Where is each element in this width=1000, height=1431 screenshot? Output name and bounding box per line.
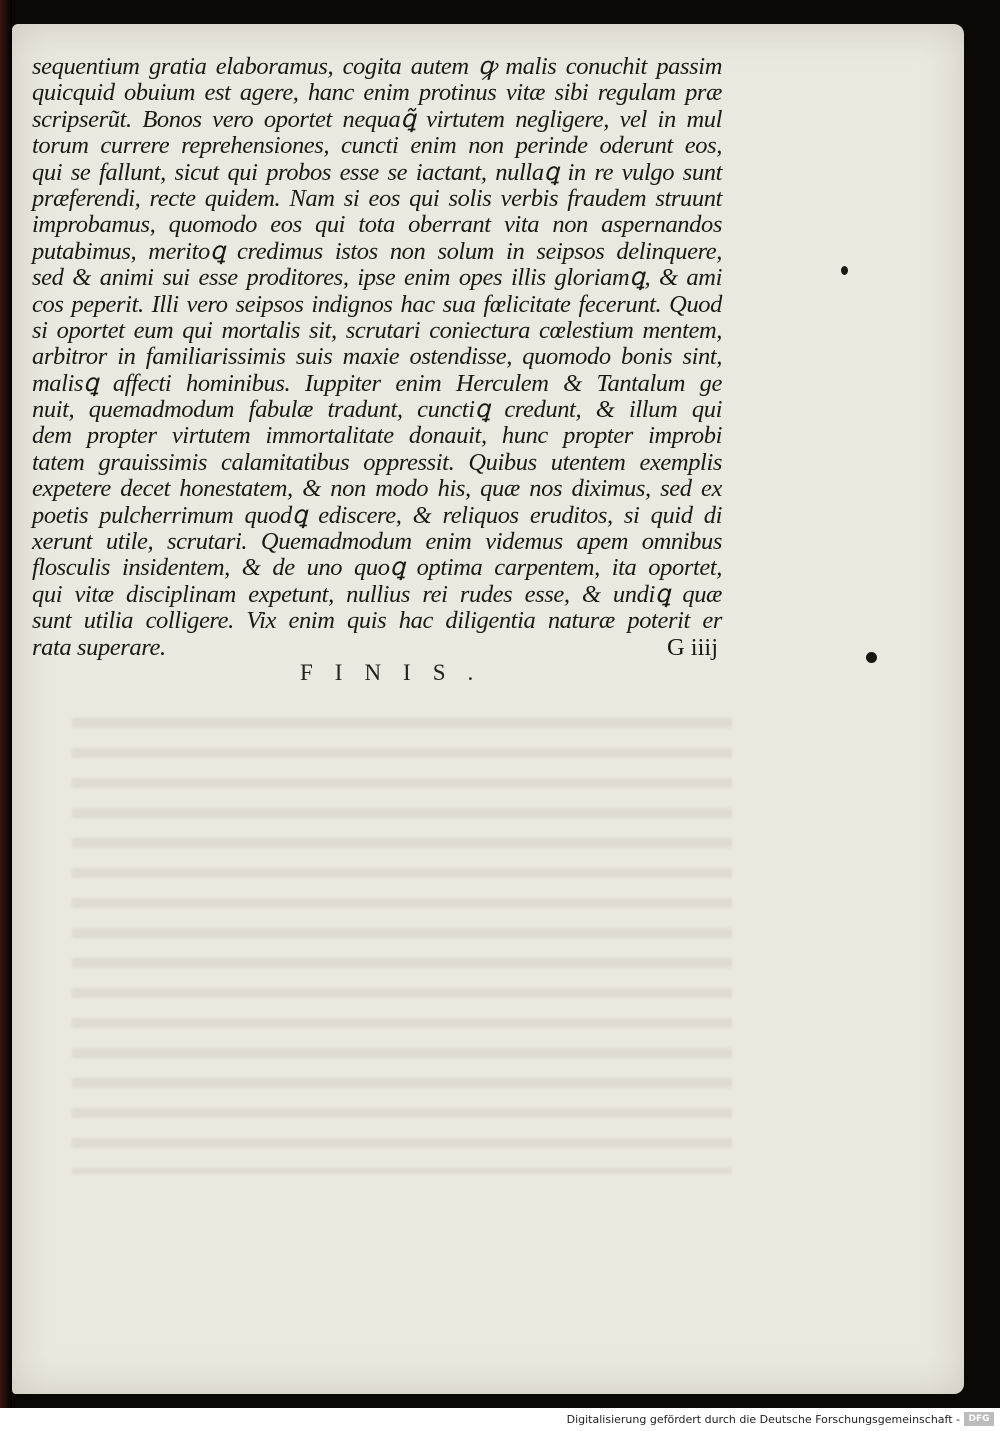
text-line: nuit, quemadmodum fabulæ tradunt, cunctiꝗ credunt, & illum qui [32,396,722,424]
text-line: putabimus, meritoꝗ credimus istos non solum in seipsos delinquere, [32,237,722,265]
text-line: dem propter virtutem immortalitate donauit, hunc propter improbi [32,422,722,450]
footer-strip [0,1408,1000,1431]
text-line: torum currere reprehensiones, cuncti enim non perinde oderunt eos, [32,132,722,160]
text-line: malisꝗ affecti hominibus. Iuppiter enim Herculem & Tantalum ge [32,369,722,397]
show-through-shadow [72,704,732,1174]
text-line: arbitror in familiarissimis suis maxie ostendisse, quomodo bonis sint, [32,343,722,371]
text-line: xerunt utile, scrutari. Quemadmodum enim videmus apem omnibus [32,528,722,556]
text-line: si oportet eum qui mortalis sit, scrutari coniectura cœlestium mentem, [32,316,722,344]
text-line: expetere decet honestatem, & non modo his, quæ nos diximus, sed ex [32,475,722,503]
text-line-final [32,635,722,661]
funding-notice: Digitalisierung gefördert durch die Deutsche Forschungsgemeinschaft - [566,1413,960,1426]
finis-heading: FINIS. [300,660,496,685]
text-line: cos peperit. Illi vero seipsos indignos hac sua fœlicitate fecerunt. Quod [32,290,722,318]
text-line: flosculis insidentem, & de uno quoꝗ optima carpentem, ita oportet, [32,554,722,582]
ink-spot [866,652,877,663]
text-line: poetis pulcherrimum quodꝗ ediscere, & reliquos eruditos, si quid di [32,501,722,529]
text-line: sed & animi sui esse proditores, ipse enim opes illis gloriamꝗ, & ami [32,264,722,292]
text-line: quicquid obuium est agere, hanc enim protinus vitæ sibi regulam præ [32,79,722,107]
binding-edge [0,0,12,1408]
text-line: qui se fallunt, sicut qui probos esse se iactant, nullaꝗ in re vulgo sunt [32,158,722,186]
signature-mark: G iiij [666,633,718,661]
latin-text-block [32,54,722,661]
ink-spot [841,266,848,275]
text-line: præferendi, recte quidem. Nam si eos qui solis verbis fraudem struunt [32,184,722,212]
text-line: sunt utilia colligere. Vix enim quis hac diligentia naturæ poterit er [32,607,722,635]
text-line: qui vitæ disciplinam expetunt, nullius rei rudes esse, & undiꝗ quæ [32,580,722,608]
text-line: scripserũt. Bonos vero oportet nequaꝗ̃ virtutem negligere, vel in mul [32,105,722,133]
dfg-logo-icon: DFG [964,1412,994,1426]
text-line-final-text: rata superare. [32,633,166,661]
text-line: sequentium gratia elaboramus, cogita autem ꝙ malis conuchit passim [32,53,722,80]
text-line: tatem grauissimis calamitatibus oppressit. Quibus utentem exemplis [32,448,722,476]
text-line: improbamus, quomodo eos qui tota oberrant vita non aspernandos [32,211,722,239]
